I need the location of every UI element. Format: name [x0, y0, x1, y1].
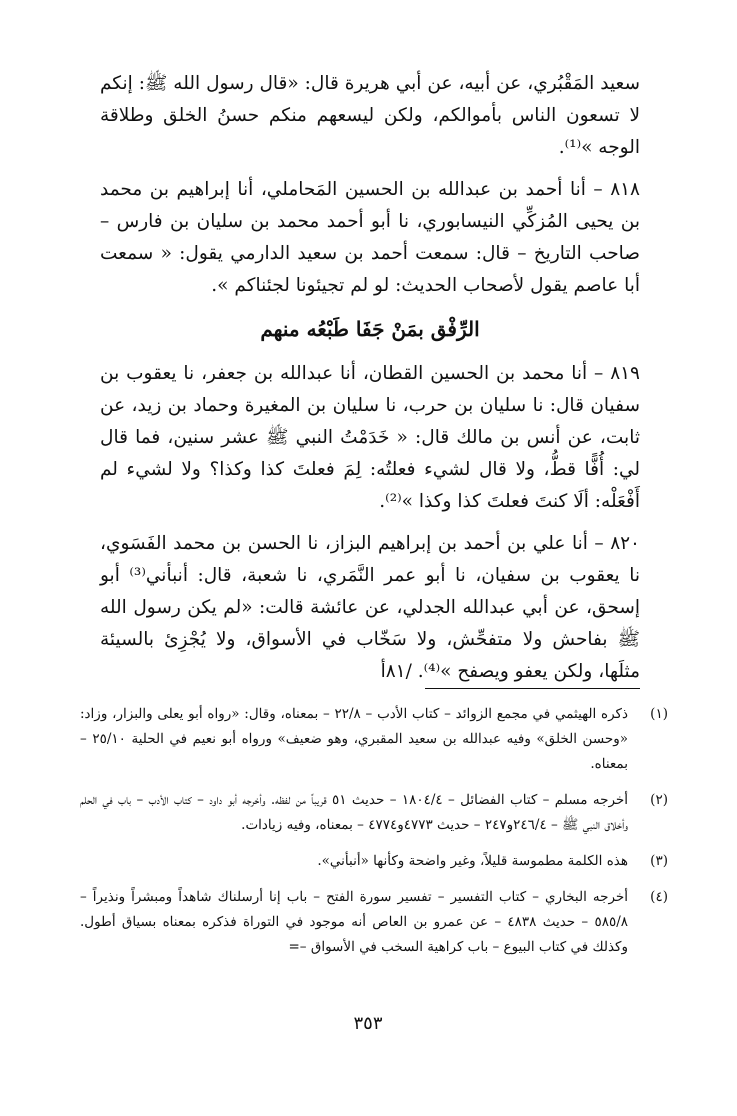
footnote-number: (٤) — [650, 889, 668, 905]
footnote-2 — [80, 788, 668, 838]
footnote-text: أخرجه البخاري – كتاب التفسير – تفسير سورة الفتح – باب إنا أرسلناك شاهداً ومبشراً ونذيراً – ٥٨٥/٨ – حديث ٤٨٣٨ – عن عمرو بن العاص أنه موجود في التوراة فذكره بمعناه بسياق أطول. وكذلك في كتاب البيوع – باب كراهية السخب في الأسواق –= — [80, 889, 628, 955]
footnote-number: (٢) — [650, 792, 668, 808]
footnote-number: (١) — [650, 706, 668, 722]
footnote-text: ذكره الهيثمي في مجمع الزوائد – كتاب الأدب – ٢٢/٨ – بمعناه، وقال: «رواه أبو يعلى والبزار، وزاد: «وحسن الخلق» وفيه عبدالله بن سعيد المقبري، وهو ضعيف» ورواه أبو نعيم في الحلية ٢٥/١٠ – بمعناه. — [80, 706, 628, 772]
footnote-divider — [425, 688, 640, 689]
footnote-4 — [80, 885, 668, 960]
footnote-text: هذه الكلمة مطموسة قليلاً، وغير واضحة وكأنها «أنبأني». — [317, 853, 628, 869]
main-text — [100, 68, 640, 698]
paragraph-818: ٨١٨ – أنا أحمد بن عبدالله بن الحسين المَحاملي، أنا إبراهيم بن محمد بن يحيى المُزكِّي النيسابوري، نا أبو أحمد محمد بن سليان بن فارس – صاحب التاريخ – قال: سمعت أحمد بن سعيد الدارمي يقول: « سمعت أبا عاصم يقول لأصحاب الحديث: لو لم تجيئونا لجئناكم ». — [100, 179, 640, 296]
paragraph-continuation: سعيد المَقْبُري، عن أبيه، عن أبي هريرة قال: «قال رسول الله ﷺ: إنكم لا تسعون الناس بأموالكم، ولكن ليسعهم منكم حسنُ الخلق وطلاقة الوجه »⁽¹⁾. — [100, 73, 640, 158]
footnote-text: أخرجه مسلم – كتاب الفضائل – ١٨٠٤/٤ – حديث ٥١ قريباً من لفظه. وأخرجه أبو داود – كتاب الأدب – باب في الحلم وأخلاق النبي ﷺ – ٢٤٦/٤و٢٤٧ – حديث ٤٧٧٣و٤٧٧٤ – بمعناه، وفيه زيادات. — [80, 792, 628, 833]
page-number: ٣٥٣ — [353, 1013, 383, 1034]
footnote-3 — [80, 849, 668, 874]
footnotes — [80, 702, 668, 971]
footnote-number: (٣) — [650, 853, 668, 869]
paragraph-819: ٨١٩ – أنا محمد بن الحسين القطان، أنا عبدالله بن جعفر، نا يعقوب بن سفيان قال: نا سليان بن حرب، نا سليان بن المغيرة وحماد بن زيد، عن ثابت، عن أنس بن مالك قال: « خَدَمْتُ النبي ﷺ عشر سنين، فما قال لي: أُفًّا قطُّ، ولا قال لشيء فعلتُه: لِمَ فعلتَ كذا وكذا؟ ولا لشيء لم أَفْعَلْه: ألَا كنتَ فعلتَ كذا وكذا »⁽²⁾. — [100, 363, 640, 512]
paragraph-820: ٨٢٠ – أنا علي بن أحمد بن إبراهيم البزاز، نا الحسن بن محمد الفَسَوي، نا يعقوب بن سفيان، نا أبو عمر النَّمَري، نا شعبة، قال: أنبأني⁽³⁾ أبو إسحق، عن أبي عبدالله الجدلي، عن عائشة قالت: «لم يكن رسول الله ﷺ بفاحش ولا متفحِّش، ولا سَخّاب في الأسواق، ولا يُجْزِئ بالسيئة مثلَها، ولكن يعفو ويصفح »⁽⁴⁾. /٨١أ — [100, 533, 640, 682]
footnote-1 — [80, 702, 668, 777]
section-heading: الرِّفْق بمَنْ جَفَا طَبْعُه منهم — [260, 317, 480, 341]
